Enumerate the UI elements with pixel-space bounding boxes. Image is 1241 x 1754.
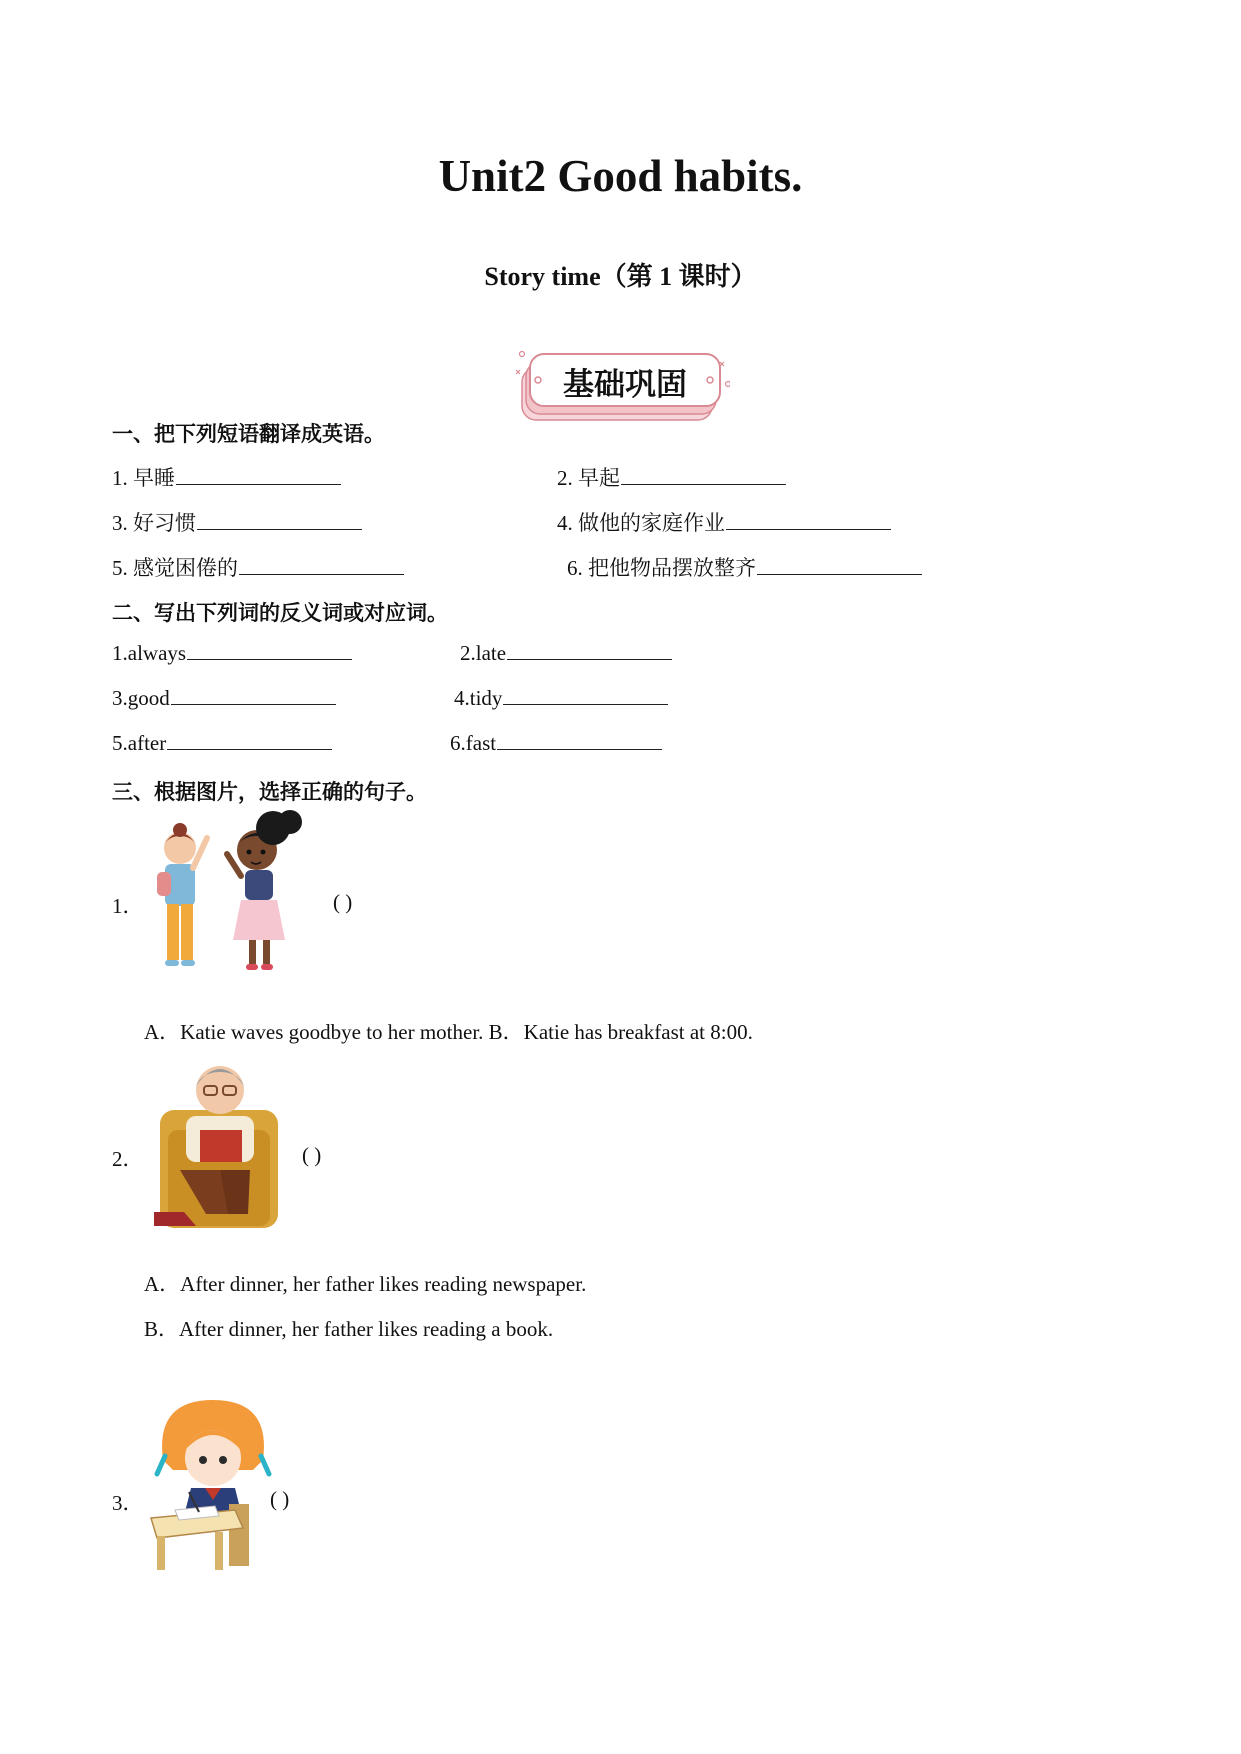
- s1-item-1: 1. 早睡: [112, 462, 341, 492]
- s1-item-4: 4. 做他的家庭作业: [557, 507, 891, 537]
- s2-item-3: 3.good: [112, 686, 336, 711]
- s2-item-1: 1.always: [112, 641, 352, 666]
- answer-blank[interactable]: [621, 483, 786, 485]
- section2-heading: 二、写出下列词的反义词或对应词。: [112, 601, 448, 625]
- q1-number: 1．: [112, 894, 144, 918]
- section3-heading: 三、根据图片，选择正确的句子。: [112, 780, 427, 804]
- q2-number: 2．: [112, 1147, 144, 1171]
- answer-blank[interactable]: [187, 658, 352, 660]
- q1-answer-parens[interactable]: ( ): [333, 890, 353, 914]
- s1-item-5: 5. 感觉困倦的: [112, 552, 404, 582]
- s1-item-3: 3. 好习惯: [112, 507, 362, 537]
- answer-blank[interactable]: [507, 658, 672, 660]
- answer-blank[interactable]: [197, 528, 362, 530]
- two-girls-waving-image: [145, 810, 325, 980]
- q3-answer-parens[interactable]: ( ): [270, 1487, 290, 1511]
- answer-blank[interactable]: [503, 703, 668, 705]
- page-title: Unit2 Good habits.: [438, 151, 803, 201]
- answer-blank[interactable]: [497, 748, 662, 750]
- answer-blank[interactable]: [167, 748, 332, 750]
- s2-item-4: 4.tidy: [454, 686, 668, 711]
- q2-option-b: B．After dinner, her father likes reading a book.: [144, 1317, 554, 1341]
- section1-heading: 一、把下列短语翻译成英语。: [112, 422, 385, 446]
- q1-options: A．Katie waves goodbye to her mother. B．Katie has breakfast at 8:00.: [144, 1020, 753, 1044]
- answer-blank[interactable]: [239, 573, 404, 575]
- answer-blank[interactable]: [176, 483, 341, 485]
- s1-item-2: 2. 早起: [557, 462, 786, 492]
- s2-item-5: 5.after: [112, 731, 332, 756]
- section-badge: [510, 350, 730, 430]
- badge-label: 基础巩固: [563, 367, 687, 403]
- s2-item-2: 2.late: [460, 641, 672, 666]
- page-subtitle: Story time（第 1 课时）: [484, 262, 757, 291]
- answer-blank[interactable]: [757, 573, 922, 575]
- grandpa-reading-book-image: [150, 1060, 290, 1230]
- q3-number: 3．: [112, 1491, 144, 1515]
- s1-item-6: 6. 把他物品摆放整齐: [567, 552, 922, 582]
- answer-blank[interactable]: [171, 703, 336, 705]
- answer-blank[interactable]: [726, 528, 891, 530]
- s2-item-6: 6.fast: [450, 731, 662, 756]
- q2-option-a: A．After dinner, her father likes reading newspaper.: [144, 1272, 587, 1296]
- girl-writing-at-desk-image: [145, 1400, 275, 1570]
- q2-answer-parens[interactable]: ( ): [302, 1143, 322, 1167]
